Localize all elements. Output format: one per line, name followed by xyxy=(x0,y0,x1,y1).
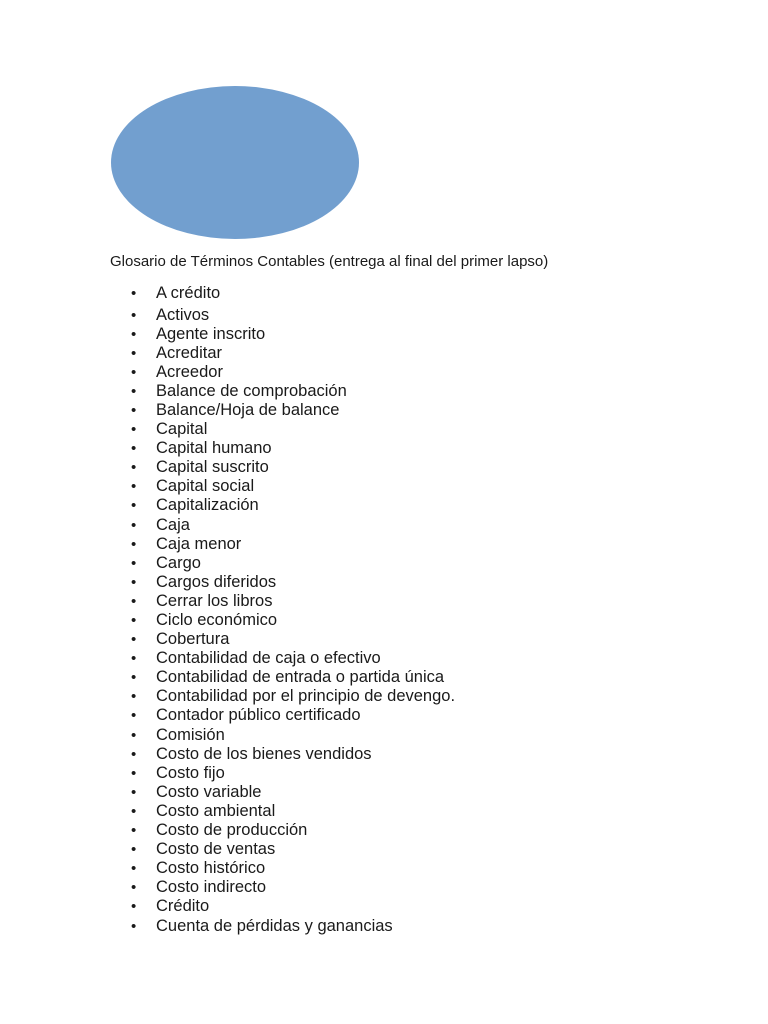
term-label: Balance/Hoja de balance xyxy=(156,400,340,419)
term-label: Agente inscrito xyxy=(156,324,266,343)
bullet-icon: • xyxy=(131,401,137,419)
bullet-icon: • xyxy=(131,497,137,515)
term-label: Activos xyxy=(156,305,210,324)
bullet-icon: • xyxy=(131,631,137,649)
term-label: Capitalización xyxy=(156,496,259,515)
bullet-icon: • xyxy=(131,592,137,610)
bullet-icon: • xyxy=(131,382,137,400)
term-label: Contabilidad por el principio de devengo. xyxy=(156,687,456,706)
term-label: Costo de los bienes vendidos xyxy=(156,744,372,763)
term-label: Cargos diferidos xyxy=(156,572,277,591)
bullet-icon: • xyxy=(131,325,137,343)
bullet-icon: • xyxy=(131,669,137,687)
term-label: Capital humano xyxy=(156,439,272,458)
term-label: Contabilidad de caja o efectivo xyxy=(156,649,381,668)
term-label: Balance de comprobación xyxy=(156,381,347,400)
bullet-icon: • xyxy=(131,898,137,916)
term-label: Acreedor xyxy=(156,362,223,381)
bullet-icon: • xyxy=(131,573,137,591)
bullet-icon: • xyxy=(131,535,137,553)
bullet-icon: • xyxy=(131,783,137,801)
term-label: Acreditar xyxy=(156,343,223,362)
term-label: Cargo xyxy=(156,553,201,572)
term-label: Costo histórico xyxy=(156,859,266,878)
term-label: Cerrar los libros xyxy=(156,591,273,610)
term-label: Costo de producción xyxy=(156,821,308,840)
bullet-icon: • xyxy=(131,516,137,534)
glossary-title: Glosario de Términos Contables (entrega al final del primer lapso) xyxy=(110,253,549,270)
bullet-icon: • xyxy=(131,306,137,324)
term-label: Capital social xyxy=(156,477,255,496)
term-label: Ciclo económico xyxy=(156,611,278,629)
term-label: Capital xyxy=(156,420,208,439)
bullet-icon: • xyxy=(131,917,137,935)
bullet-icon: • xyxy=(131,344,137,362)
bullet-icon: • xyxy=(131,802,137,820)
bullet-icon: • xyxy=(131,707,137,725)
term-label: Caja menor xyxy=(156,534,242,553)
bullet-icon: • xyxy=(131,285,137,302)
term-label: A crédito xyxy=(156,284,221,302)
term-label: Contador público certificado xyxy=(156,706,361,725)
bullet-icon: • xyxy=(131,764,137,782)
blue-ellipse-shape xyxy=(111,86,359,239)
term-label: Capital suscrito xyxy=(156,458,269,477)
term-label: Crédito xyxy=(156,897,210,916)
term-label: Caja xyxy=(156,515,190,534)
bullet-icon: • xyxy=(131,612,137,629)
term-label: Costo ambiental xyxy=(156,801,276,820)
bullet-icon: • xyxy=(131,440,137,458)
term-label: Costo fijo xyxy=(156,763,225,782)
term-label: Costo de ventas xyxy=(156,840,276,859)
bullet-icon: • xyxy=(131,459,137,477)
bullet-icon: • xyxy=(131,726,137,744)
term-label: Cuenta de pérdidas y ganancias xyxy=(156,916,393,935)
term-label: Contabilidad de entrada o partida única xyxy=(156,668,445,687)
bullet-icon: • xyxy=(131,421,137,439)
bullet-icon: • xyxy=(131,554,137,572)
bullet-icon: • xyxy=(131,841,137,859)
term-label: Costo indirecto xyxy=(156,878,267,897)
term-label: Costo variable xyxy=(156,782,262,801)
bullet-icon: • xyxy=(131,363,137,381)
bullet-icon: • xyxy=(131,822,137,840)
term-label: Cobertura xyxy=(156,630,230,649)
bullet-icon: • xyxy=(131,879,137,897)
bullet-icon: • xyxy=(131,688,137,706)
bullet-icon: • xyxy=(131,650,137,668)
bullet-icon: • xyxy=(131,745,137,763)
bullet-icon: • xyxy=(131,860,137,878)
term-label: Comisión xyxy=(156,725,225,744)
bullet-icon: • xyxy=(131,478,137,496)
